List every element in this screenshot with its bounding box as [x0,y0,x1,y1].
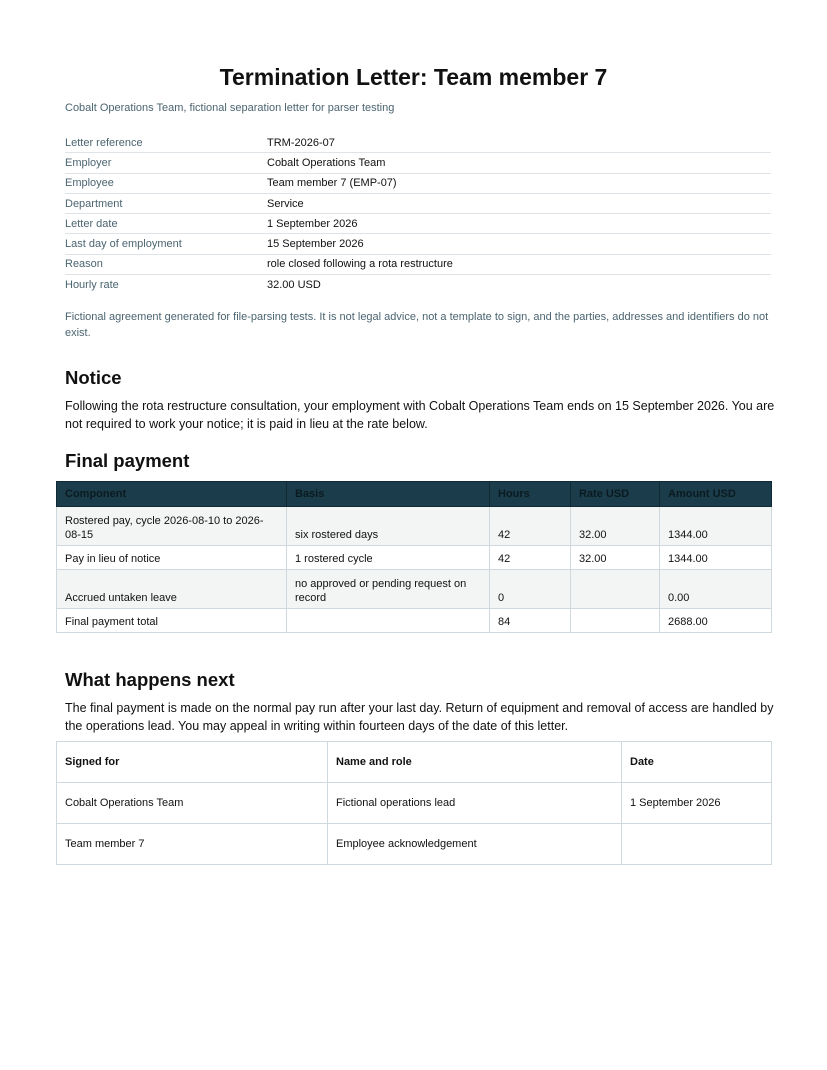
rate-cell [571,609,660,633]
detail-row [65,214,771,234]
basis-cell: no approved or pending request on record [287,570,490,609]
table-row [57,570,772,609]
column-header: Name and role [328,742,622,783]
date-cell: 1 September 2026 [622,783,772,824]
column-header: Basis [287,482,490,507]
rate-cell [571,570,660,609]
detail-value: 32.00 USD [267,278,321,291]
component-cell: Final payment total [57,609,287,633]
table-row [57,824,772,865]
signed-for-cell: Cobalt Operations Team [57,783,328,824]
detail-row [65,173,771,193]
hours-cell: 0 [490,570,571,609]
detail-value: 15 September 2026 [267,234,771,254]
amount-cell: 1344.00 [660,546,772,570]
final-payment-heading: Final payment [65,450,190,471]
name-role-cell: Fictional operations lead [328,783,622,824]
date-cell [622,824,772,865]
basis-cell [287,609,490,633]
name-role-cell: Employee acknowledgement [328,824,622,865]
detail-label: Hourly rate [65,278,119,291]
table-header-row [57,742,772,783]
document-subtitle: Cobalt Operations Team, fictional separation letter for parser testing [65,102,395,114]
detail-row [65,234,771,254]
column-header: Component [57,482,287,507]
hours-cell: 84 [490,609,571,633]
amount-cell: 2688.00 [660,609,772,633]
column-header: Amount USD [660,482,772,507]
detail-row [65,193,771,213]
signature-table [56,741,772,865]
final-payment-table [56,481,772,633]
detail-value: 1 September 2026 [267,214,771,234]
detail-label: Letter reference [65,133,267,153]
disclaimer-text: Fictional agreement generated for file-parsing tests. It is not legal advice, not a template to sign, and the parties, addresses and identifiers do not exist. [65,311,769,339]
amount-cell: 0.00 [660,570,772,609]
rate-cell: 32.00 [571,546,660,570]
detail-label: Employer [65,153,267,173]
rate-cell: 32.00 [571,507,660,546]
signed-for-cell: Team member 7 [57,824,328,865]
table-row [57,546,772,570]
detail-value: Cobalt Operations Team [267,153,771,173]
detail-row [65,254,771,274]
detail-value: role closed following a rota restructure [267,254,771,274]
basis-cell: 1 rostered cycle [287,546,490,570]
detail-label: Department [65,193,267,213]
column-header: Signed for [57,742,328,783]
detail-label: Reason [65,254,267,274]
detail-row [65,275,771,295]
detail-row [65,133,771,153]
column-header: Rate USD [571,482,660,507]
hours-cell: 42 [490,507,571,546]
component-cell: Rostered pay, cycle 2026-08-10 to 2026-08-15 [57,507,287,546]
table-row [57,507,772,546]
detail-value: TRM-2026-07 [267,133,771,153]
next-steps-heading: What happens next [65,669,235,690]
column-header: Hours [490,482,571,507]
hours-cell: 42 [490,546,571,570]
component-cell: Accrued untaken leave [57,570,287,609]
document-title: Termination Letter: Team member 7 [219,64,608,90]
letter-details-table [65,133,771,294]
component-cell: Pay in lieu of notice [57,546,287,570]
notice-heading: Notice [65,367,122,388]
detail-label: Employee [65,173,267,193]
detail-value: Team member 7 (EMP-07) [267,173,771,193]
detail-value: Service [267,193,771,213]
table-row [57,783,772,824]
next-steps-text: The final payment is made on the normal pay run after your last day. Return of equipment and removal of access are handled by the operations lead. You may appeal in writing within fourteen days of the date of this letter. [65,701,774,733]
notice-text: Following the rota restructure consultation, your employment with Cobalt Operations Team ends on 15 September 2026. You are not required to work your notice; it is paid in lieu at the rate below. [65,399,775,431]
table-header-row [57,482,772,507]
detail-label: Letter date [65,214,267,234]
column-header: Date [622,742,772,783]
basis-cell: six rostered days [287,507,490,546]
detail-row [65,153,771,173]
amount-cell: 1344.00 [660,507,772,546]
table-row [57,609,772,633]
detail-label: Last day of employment [65,234,267,254]
